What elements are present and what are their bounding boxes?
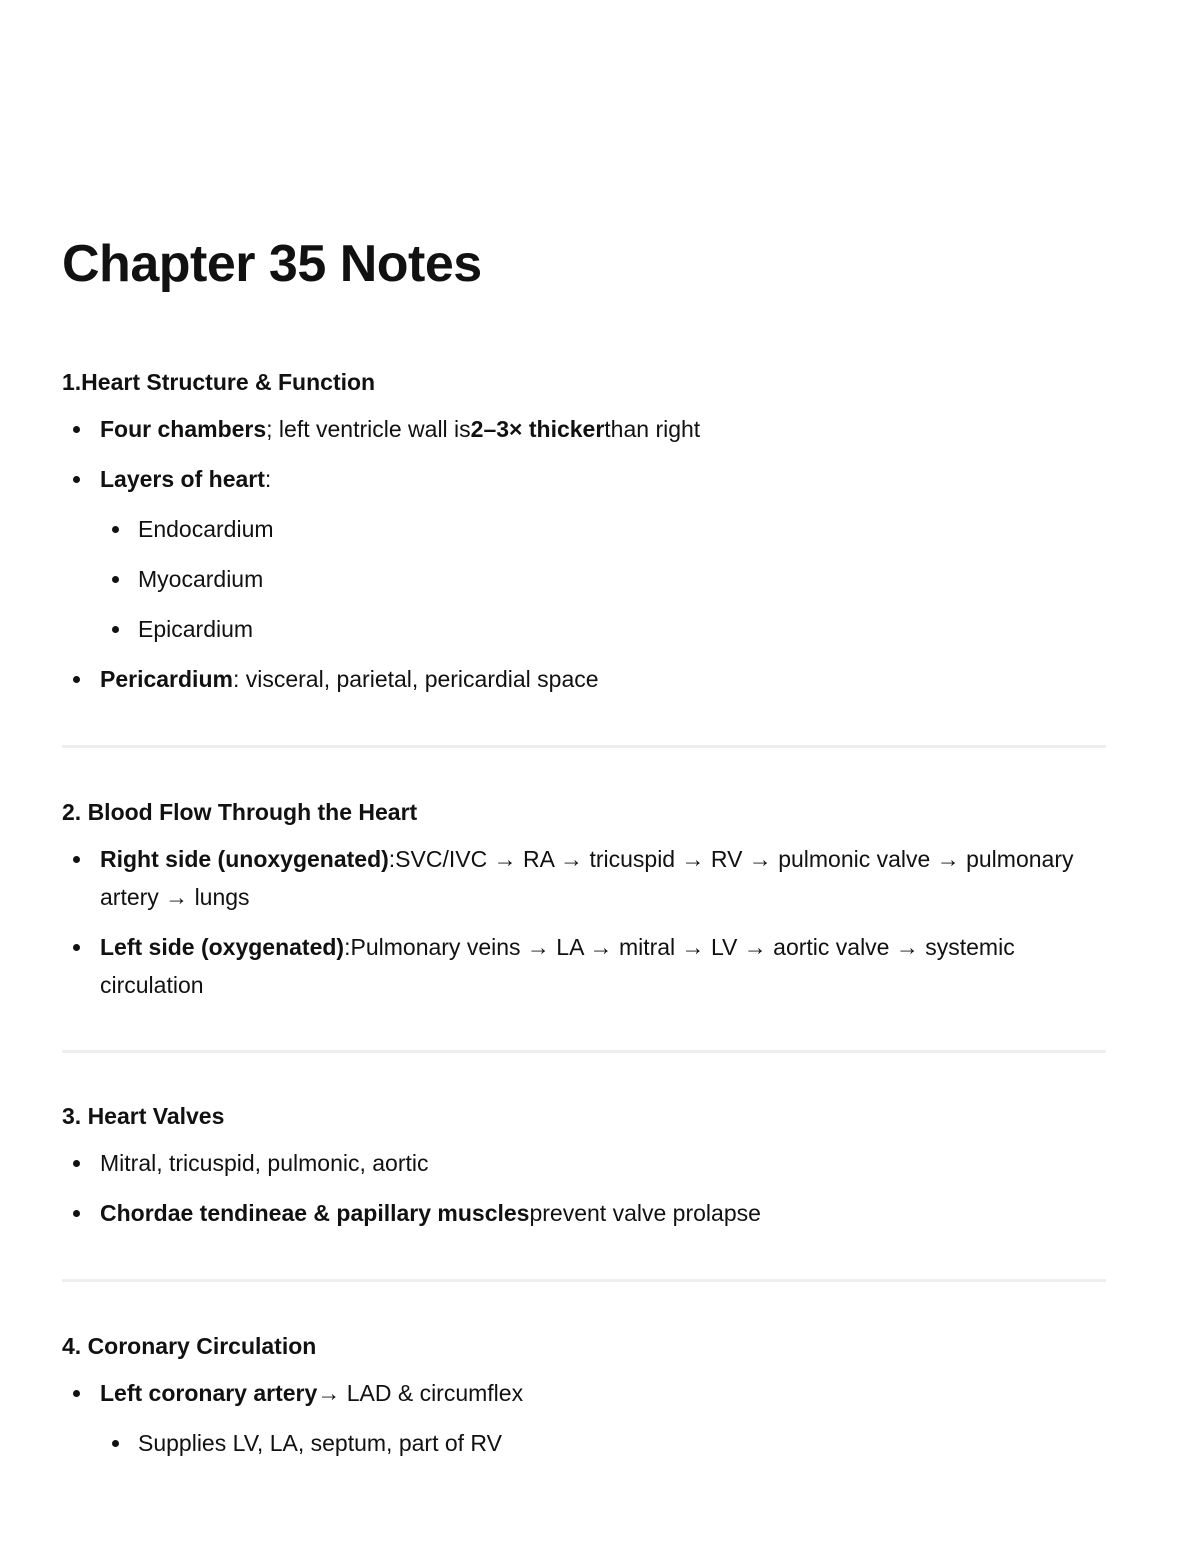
item-text: :SVC/IVC → RA → tricuspid → RV → pulmonic valve → pulmonary artery → lungs (100, 846, 1074, 910)
sub-list-item: Epicardium (62, 610, 1106, 648)
section-heading: 3. Heart Valves (62, 1103, 225, 1129)
bold-term: Left coronary artery (100, 1380, 318, 1406)
list-item (62, 840, 1106, 916)
item-text: than right (604, 416, 701, 442)
list-item (62, 1194, 1106, 1232)
list-item (62, 460, 1106, 498)
sub-list-item: Supplies LV, LA, septum, part of RV (62, 1424, 1106, 1462)
bullet-list (62, 840, 1106, 1004)
section-heading: 4. Coronary Circulation (62, 1333, 317, 1359)
sub-list-item: Myocardium (62, 560, 1106, 598)
bold-term: Layers of heart (100, 466, 265, 492)
list-item (62, 928, 1106, 1004)
item-text: : (264, 466, 272, 492)
section-heart-valves (62, 1101, 1106, 1232)
bold-term: Four chambers (100, 416, 267, 442)
page-title: Chapter 35 Notes (62, 235, 482, 293)
list-item (62, 410, 1106, 448)
section-heart-structure (62, 367, 1106, 698)
bullet-list (62, 410, 1106, 698)
section-heading: 1.Heart Structure & Function (62, 369, 376, 395)
bullet-list (62, 1374, 1106, 1462)
section-divider (62, 1279, 1106, 1282)
bold-term: Pericardium (100, 666, 233, 692)
section-coronary-circulation (62, 1331, 1106, 1462)
bold-term: Left side (oxygenated) (100, 934, 345, 960)
bold-term: 2–3× thicker (470, 416, 605, 442)
list-item (62, 1374, 1106, 1412)
section-blood-flow (62, 797, 1106, 1004)
section-divider (62, 1050, 1106, 1053)
item-text: prevent valve prolapse (529, 1200, 761, 1226)
bold-term: Chordae tendineae & papillary muscles (100, 1200, 530, 1226)
list-item: Mitral, tricuspid, pulmonic, aortic (62, 1144, 1106, 1182)
bullet-list (62, 1144, 1106, 1232)
section-divider (62, 745, 1106, 748)
item-text: : visceral, parietal, pericardial space (232, 666, 599, 692)
bold-term: Right side (unoxygenated) (100, 846, 389, 872)
section-heading: 2. Blood Flow Through the Heart (62, 799, 418, 825)
item-text: → LAD & circumflex (317, 1380, 524, 1406)
list-item (62, 660, 1106, 698)
sub-list-item: Endocardium (62, 510, 1106, 548)
item-text: ; left ventricle wall is (266, 416, 471, 442)
item-text: :Pulmonary veins → LA → mitral → LV → aortic valve → systemic circulation (100, 934, 1015, 998)
